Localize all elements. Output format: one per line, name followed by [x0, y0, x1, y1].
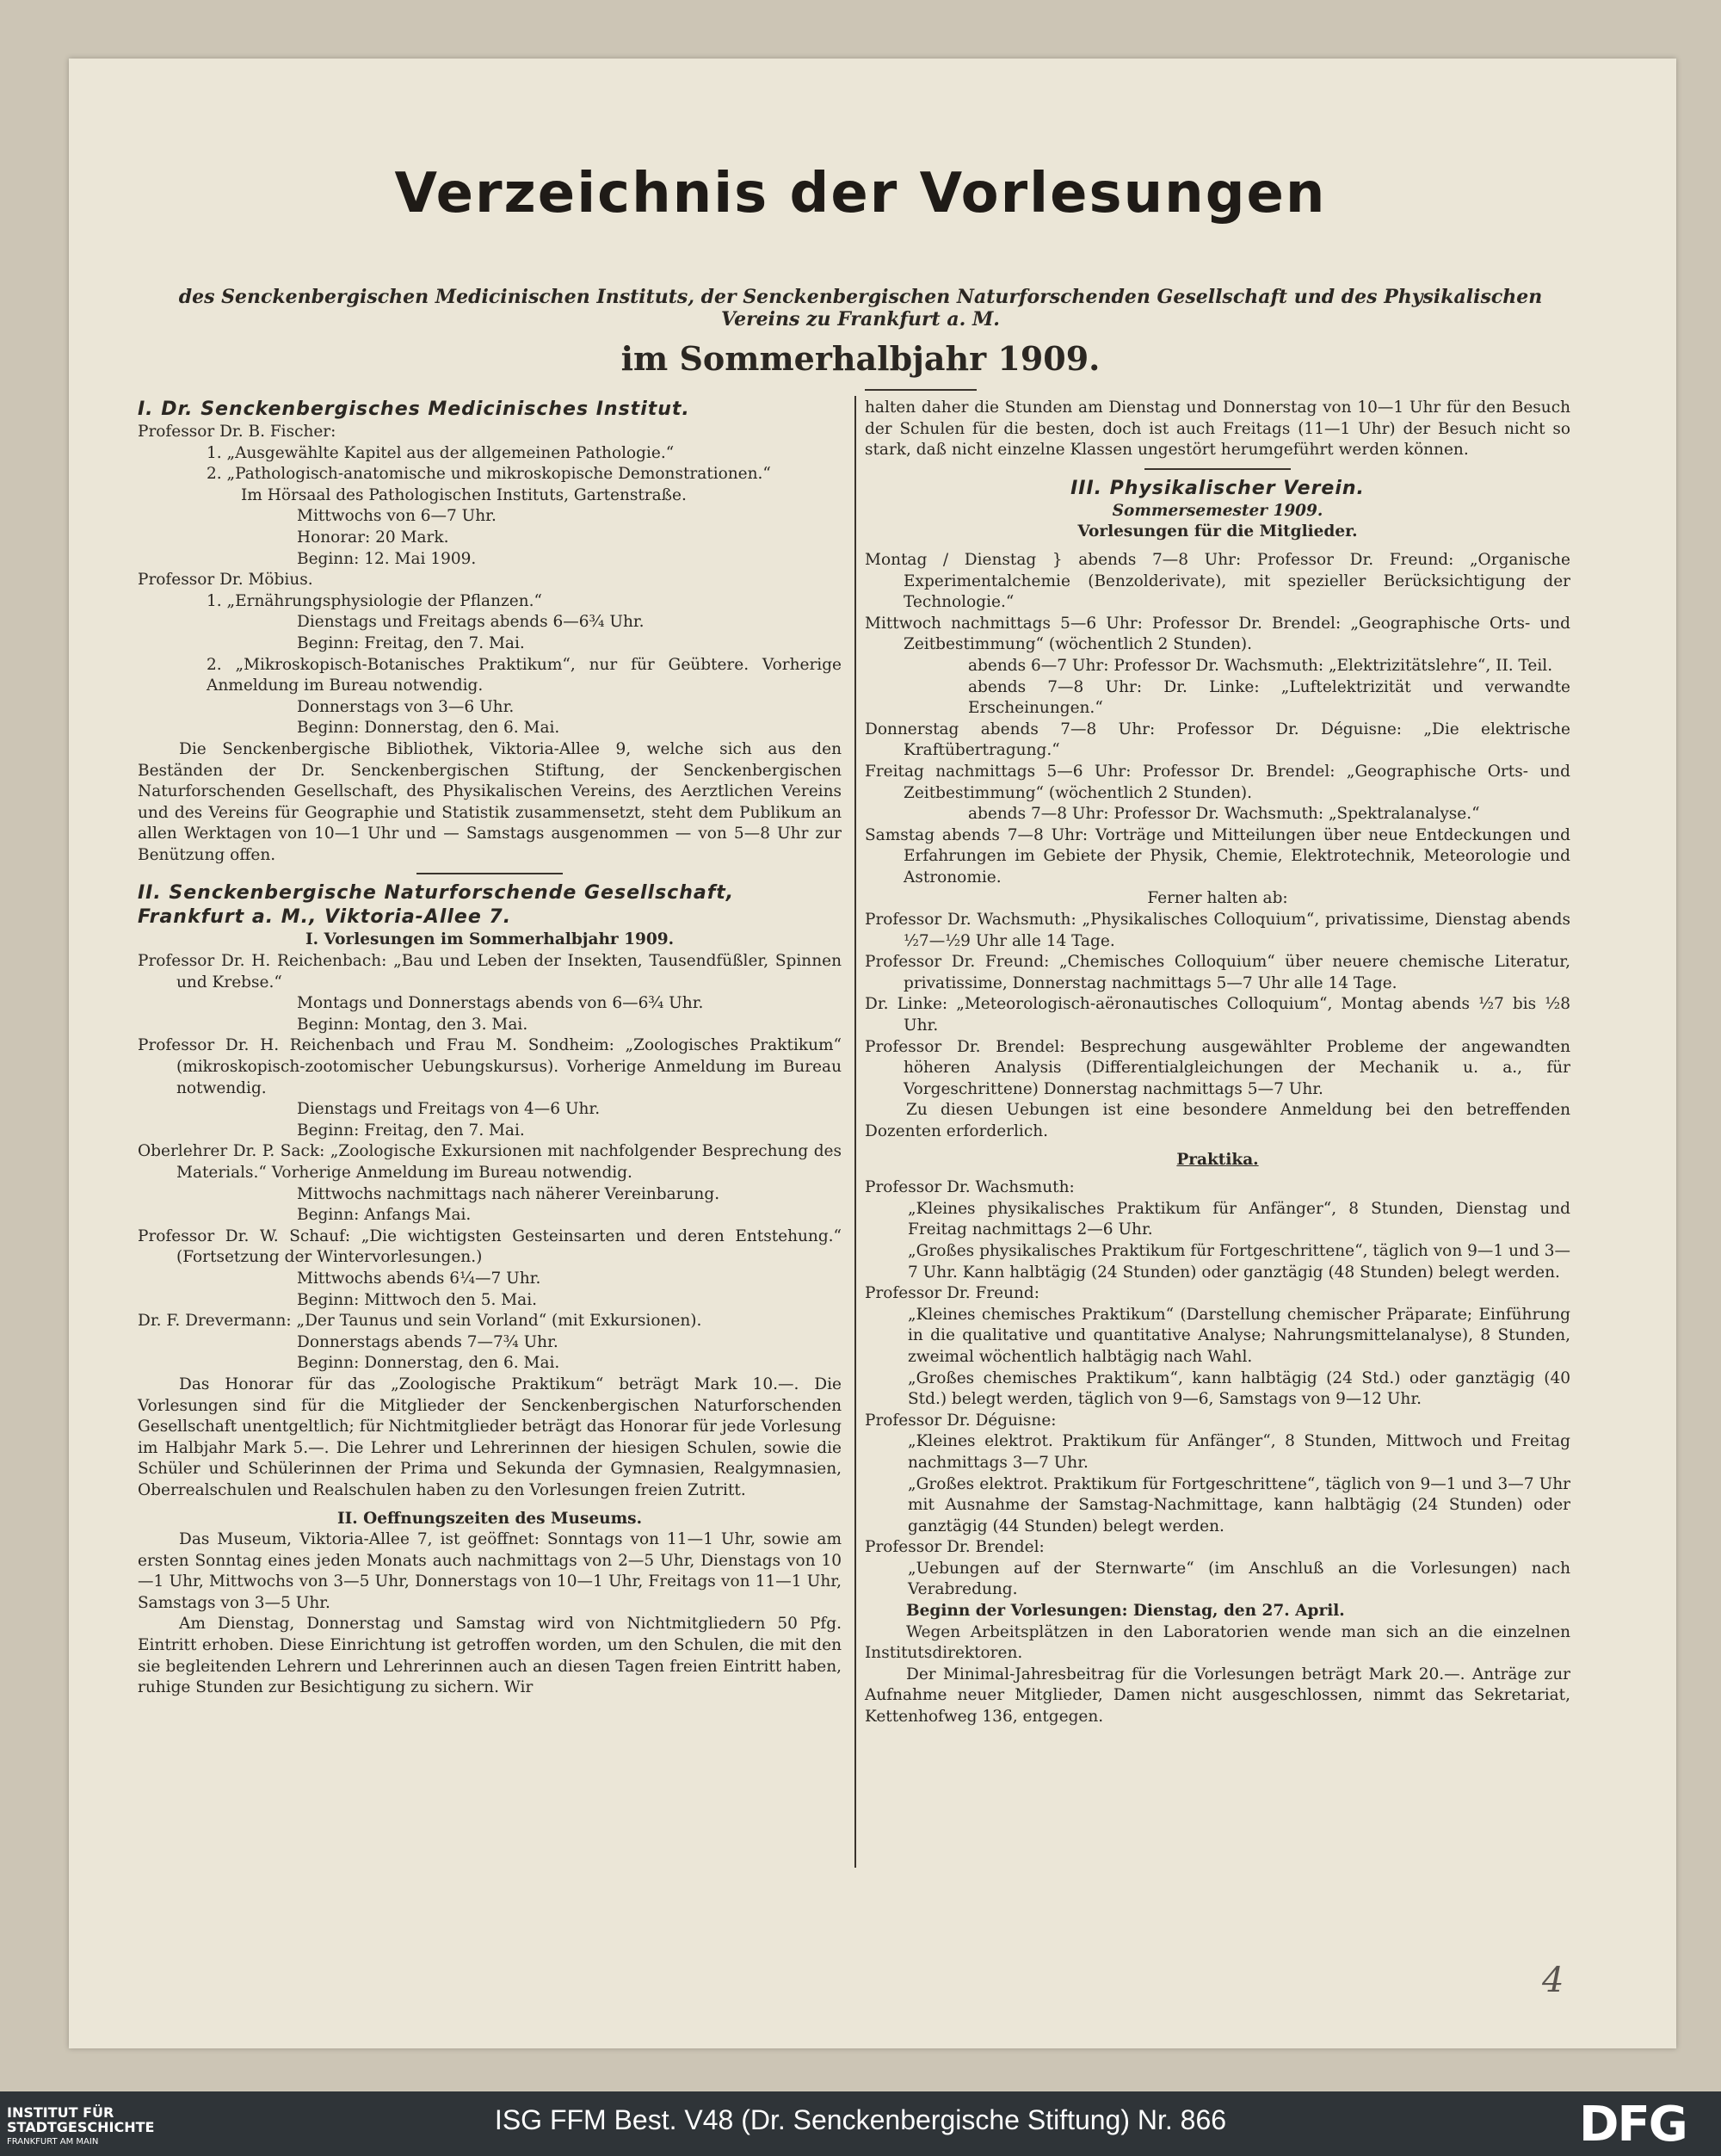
lecture-start-date: Beginn der Vorlesungen: Dienstag, den 27. April.: [906, 1602, 1345, 1621]
s3-semester: Sommersemester 1909.: [1112, 501, 1323, 520]
praktika-professor: Professor Dr. Brendel:: [865, 1538, 1045, 1557]
s1-lecture-line: 1. „Ausgewählte Kapitel aus der allgemeinen Pathologie.“: [207, 443, 675, 462]
s2-lecture-begin: Beginn: Freitag, den 7. Mai.: [297, 1121, 525, 1140]
praktika-professor: Professor Dr. Wachsmuth:: [865, 1178, 1075, 1197]
praktika-item: „Kleines physikalisches Praktikum für Anfänger“, 8 Stunden, Dienstag und Freitag nachmittags 2—6 Uhr.: [908, 1199, 1570, 1239]
praktika-item: „Kleines chemisches Praktikum“ (Darstellung chemischer Präparate; Einführung in die qualitative und quantitative Analyse; Nahrungsmittelanalyse), 8 Stunden, zweimal wöchentlich halbtägig nach Wahl.: [908, 1305, 1570, 1366]
praktika-item: „Großes physikalisches Praktikum für Fortgeschrittene“, täglich von 9—1 und 3—7 Uhr. Kann halbtägig (24 Stunden) oder ganztägig (48 Stunden) belegt werden.: [908, 1241, 1570, 1282]
membership-fee-note: Der Minimal-Jahresbeitrag für die Vorlesungen beträgt Mark 20.—. Anträge zur Aufnahme neuer Mitglieder, Damen nicht ausgeschlossen, nimmt das Sekretariat, Kettenhofweg 136, entgegen.: [865, 1665, 1570, 1727]
s2-lecture-time: Donnerstags abends 7—7¾ Uhr.: [297, 1332, 558, 1351]
praktika-item: „Kleines elektrot. Praktikum für Anfänger“, 8 Stunden, Mittwoch und Freitag nachmittags 3—7 Uhr.: [908, 1432, 1570, 1472]
s3-lecture: abends 7—8 Uhr: Dr. Linke: „Luftelektrizität und verwandte Erscheinungen.“: [968, 677, 1570, 718]
s2-lecture-time: Montags und Donnerstags abends von 6—6¾ Uhr.: [297, 994, 704, 1013]
s3-lecture: abends 7—8 Uhr: Professor Dr. Wachsmuth: „Spektralanalyse.“: [968, 805, 1480, 824]
section-divider: [416, 873, 563, 874]
s2-lecture: Professor Dr. W. Schauf: „Die wichtigsten Gesteinsarten und deren Entstehung.“ (Fortsetzung der Wintervorlesungen.): [138, 1226, 842, 1267]
s1-professor-2: Professor Dr. Möbius.: [138, 571, 313, 590]
s2-lecture-time: Dienstags und Freitags von 4—6 Uhr.: [297, 1100, 601, 1119]
s2-lecture: Dr. F. Drevermann: „Der Taunus und sein Vorland“ (mit Exkursionen).: [138, 1312, 702, 1331]
title-divider: [865, 389, 977, 391]
document-subtitle: des Senckenbergischen Medicinischen Instituts, der Senckenbergischen Naturforschenden Gesellschaft und des Physikalischen Vereins zu Frankfurt a. M.: [178, 286, 1543, 331]
s2-subheading: I. Vorlesungen im Sommerhalbjahr 1909.: [305, 930, 675, 949]
document-term: im Sommerhalbjahr 1909.: [620, 339, 1101, 378]
praktika-heading: Praktika.: [1176, 1150, 1259, 1169]
s1-professor-1: Professor Dr. B. Fischer:: [138, 423, 336, 441]
s2-lecture-time: Mittwochs abends 6¼—7 Uhr.: [297, 1269, 541, 1288]
lab-places-note: Wegen Arbeitsplätzen in den Laboratorien wende man sich an die einzelnen Institutsdirektoren.: [865, 1622, 1570, 1663]
s3-subheading: Vorlesungen für die Mitglieder.: [1077, 522, 1358, 541]
s1-lecture-line: Beginn: Donnerstag, den 6. Mai.: [297, 719, 560, 738]
section-2-heading: II. Senckenbergische Naturforschende Gesellschaft, Frankfurt a. M., Viktoria-Allee 7.: [138, 882, 735, 929]
s1-library-paragraph: Die Senckenbergische Bibliothek, Viktoria-Allee 9, welche sich aus den Beständen der Dr. Senckenbergischen Stiftung, der Senckenbergischen Naturforschenden Gesellschaft, des Physikalischen Vereins, des Aerztlichen Vereins und des Vereins für Geographie und Statistik zusammensetzt, steht dem Publikum an allen Werktagen von 10—1 Uhr und — Samstags ausgenommen — von 5—8 Uhr zur Benützung offen.: [138, 739, 842, 864]
column-divider: [854, 396, 856, 1868]
praktika-item: „Großes chemisches Praktikum“, kann halbtägig (24 Std.) oder ganztägig (40 Std.) belegt werden, täglich von 9—6, Samstags von 9—12 Uhr.: [908, 1368, 1570, 1409]
s2-lecture: Oberlehrer Dr. P. Sack: „Zoologische Exkursionen mit nachfolgender Besprechung des Materials.“ Vorherige Anmeldung im Bureau notwendig.: [138, 1142, 842, 1182]
praktika-professor: Professor Dr. Freund:: [865, 1284, 1040, 1303]
s3-lecture: Montag / Dienstag } abends 7—8 Uhr: Professor Dr. Freund: „Organische Experimentalchemie (Benzolderivate), mit spezieller Berücksichtigung der Technologie.“: [865, 550, 1570, 612]
s2-museum-paragraph: Das Museum, Viktoria-Allee 7, ist geöffnet: Sonntags von 11—1 Uhr, sowie am ersten Sonntag eines jeden Monats auch nachmittags von 2—5 Uhr, Dienstags von 10—1 Uhr, Mittwochs von 3—5 Uhr, Donnerstags von 10—1 Uhr, Freitags von 11—1 Uhr, Samstags von 3—5 Uhr.: [138, 1530, 842, 1612]
s1-lecture-line: 2. „Pathologisch-anatomische und mikroskopische Demonstrationen.“: [207, 465, 771, 484]
s3-lecture: Freitag nachmittags 5—6 Uhr: Professor Dr. Brendel: „Geographische Orts- und Zeitbestimmung“ (wöchentlich 2 Stunden).: [865, 762, 1570, 802]
handwritten-page-number: 4: [1542, 1961, 1564, 2000]
s1-lecture-line: Im Hörsaal des Pathologischen Instituts, Gartenstraße.: [241, 485, 687, 504]
praktika-item: „Uebungen auf der Sternwarte“ (im Anschluß an die Vorlesungen) nach Verabredung.: [908, 1559, 1570, 1599]
s3-lecture: abends 6—7 Uhr: Professor Dr. Wachsmuth: „Elektrizitätslehre“, II. Teil.: [968, 656, 1553, 675]
s3-colloquium: Professor Dr. Brendel: Besprechung ausgewählter Probleme der angewandten höheren Analysis (Differentialgleichungen der Mechanik u. a., für Vorgeschrittene) Donnerstag nachmittags 5—7 Uhr.: [865, 1037, 1570, 1098]
s2-lecture-begin: Beginn: Donnerstag, den 6. Mai.: [297, 1354, 560, 1373]
s2-lecture-begin: Beginn: Anfangs Mai.: [297, 1206, 472, 1225]
s1-lecture-line: 1. „Ernährungsphysiologie der Pflanzen.“: [207, 591, 542, 610]
s1-lecture-line: Donnerstags von 3—6 Uhr.: [297, 697, 515, 716]
s2-lecture-time: Mittwochs nachmittags nach näherer Vereinbarung.: [297, 1184, 720, 1203]
s3-lecture: Samstag abends 7—8 Uhr: Vorträge und Mitteilungen über neue Entdeckungen und Erfahrungen im Gebiete der Physik, Chemie, Elektrotechnik, Meteorologie und Astronomie.: [865, 825, 1570, 886]
archive-caption: ISG FFM Best. V48 (Dr. Senckenbergische Stiftung) Nr. 866: [494, 2104, 1227, 2135]
s3-colloquium: Professor Dr. Freund: „Chemisches Colloquium“ über neuere chemische Literatur, privatissime, Donnerstag nachmittags 5—7 Uhr alle 14 Tage.: [865, 953, 1570, 992]
section-divider: [1144, 468, 1291, 470]
s1-lecture-line: Dienstags und Freitags abends 6—6¾ Uhr.: [297, 613, 645, 632]
s3-registration-note: Zu diesen Uebungen ist eine besondere Anmeldung bei den betreffenden Dozenten erforderlich.: [865, 1101, 1570, 1140]
s2-honorar-paragraph: Das Honorar für das „Zoologische Praktikum“ beträgt Mark 10.—. Die Vorlesungen sind für die Mitglieder der Senckenbergischen Naturforschenden Gesellschaft unentgeltlich; für Nichtmitglieder beträgt das Honorar für jede Vorlesung im Halbjahr Mark 5.—. Die Lehrer und Lehrerinnen der hiesigen Schulen, sowie die Schüler und Schülerinnen der Prima und Sekunda der Gymnasien, Realgymnasien, Oberrealschulen und Realschulen haben zu den Vorlesungen freien Zutritt.: [138, 1375, 842, 1499]
s1-lecture-line: Honorar: 20 Mark.: [297, 528, 449, 547]
continued-paragraph: halten daher die Stunden am Dienstag und Donnerstag von 10—1 Uhr für den Besuch der Schulen für die besten, doch ist auch Freitags (11—1 Uhr) der Besuch nicht so stark, daß nicht einzelne Klassen ungestört herumgeführt werden können.: [865, 398, 1570, 460]
s3-colloquium: Professor Dr. Wachsmuth: „Physikalisches Colloquium“, privatissime, Dienstag abends ½7—½9 Uhr alle 14 Tage.: [865, 911, 1570, 950]
praktika-professor: Professor Dr. Déguisne:: [865, 1411, 1057, 1430]
section-3-heading: III. Physikalischer Verein.: [1070, 477, 1365, 499]
s1-lecture-line: Beginn: 12. Mai 1909.: [297, 549, 477, 568]
document-title: Verzeichnis der Vorlesungen: [394, 162, 1327, 225]
section-1-heading: I. Dr. Senckenbergisches Medicinisches Institut.: [138, 398, 690, 420]
s3-lecture: Mittwoch nachmittags 5—6 Uhr: Professor Dr. Brendel: „Geographische Orts- und Zeitbestimmung“ (wöchentlich 2 Stunden).: [865, 614, 1570, 654]
s1-lecture-line: Beginn: Freitag, den 7. Mai.: [297, 633, 525, 652]
s2-lecture: Professor Dr. H. Reichenbach und Frau M. Sondheim: „Zoologisches Praktikum“ (mikroskopisch-zootomischer Uebungskursus). Vorherige Anmeldung im Bureau notwendig.: [138, 1036, 842, 1097]
s1-lecture-line: 2. „Mikroskopisch-Botanisches Praktikum“, nur für Geübtere. Vorherige Anmeldung im Bureau notwendig.: [207, 655, 842, 695]
s3-lecture: Donnerstag abends 7—8 Uhr: Professor Dr. Déguisne: „Die elektrische Kraftübertragung.“: [865, 720, 1570, 760]
s3-further: Ferner halten ab:: [1147, 889, 1288, 908]
dfg-logo: DFG: [1579, 2097, 1687, 2153]
left-column: [138, 398, 842, 1699]
s2-lecture-begin: Beginn: Montag, den 3. Mai.: [297, 1015, 528, 1034]
s2-lecture-begin: Beginn: Mittwoch den 5. Mai.: [297, 1290, 537, 1309]
praktika-item: „Großes elektrot. Praktikum für Fortgeschrittene“, täglich von 9—1 und 3—7 Uhr mit Ausnahme der Samstag-Nachmittage, kann halbtägig (24 Stunden) oder ganztägig (44 Stunden) belegt werden.: [908, 1474, 1570, 1535]
isg-logo: INSTITUT FÜR STADTGESCHICHTE FRANKFURT AM MAIN: [7, 2104, 155, 2147]
s2-subheading: II. Oeffnungszeiten des Museums.: [336, 1509, 643, 1528]
s2-lecture: Professor Dr. H. Reichenbach: „Bau und Leben der Insekten, Tausendfüßler, Spinnen und Krebse.“: [138, 952, 842, 992]
s2-admission-paragraph: Am Dienstag, Donnerstag und Samstag wird von Nichtmitgliedern 50 Pfg. Eintritt erhoben. Diese Einrichtung ist getroffen worden, um den Schulen, die mit den sie begleitenden Lehrern und Lehrerinnen auch an diesen Tagen freien Eintritt haben, ruhige Stunden zur Besichtigung zu sichern. Wir: [138, 1615, 842, 1697]
s1-lecture-line: Mittwochs von 6—7 Uhr.: [297, 507, 497, 526]
right-column: [865, 398, 1570, 1728]
s3-colloquium: Dr. Linke: „Meteorologisch-aëronautisches Colloquium“, Montag abends ½7 bis ½8 Uhr.: [865, 995, 1570, 1035]
